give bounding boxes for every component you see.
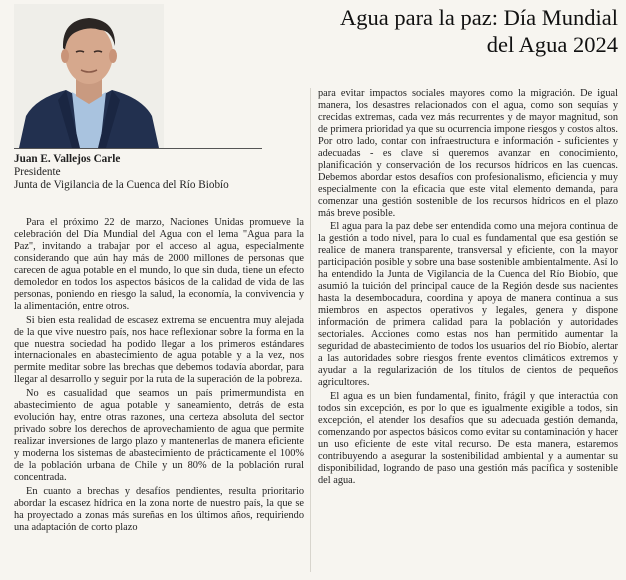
article-column-left [14, 217, 304, 534]
author-organization: Junta de Vigilancia de la Cuenca del Río Biobío [14, 179, 229, 191]
headline-line-2: del Agua 2024 [486, 32, 618, 57]
author-portrait-illustration [14, 4, 164, 148]
article-headline [300, 4, 618, 58]
article-paragraph: El agua es un bien fundamental, finito, frágil y que interactúa con todos sin excepción, es por lo que es igualmente exigible a todos, sin excepción, el atender los desafíos que su adecuada gestión demanda, comenzando por aspectos básicos como evitar su contaminación y hacer un uso eficiente de este vital recurso. De esta manera, estaremos contribuyendo a asegurar la sostenibilidad ambiental y a aumentar su disponibilidad, logrando de paso una gestión más pacífica y sostenible del agua. [318, 390, 618, 486]
article-paragraph: En cuanto a brechas y desafíos pendientes, resulta prioritario abordar la escasez hídrica en la zona norte de nuestro país, la que se ha proyectado a zonas más sureñas en los últimos años, requiriendo una adaptación de corto plazo [14, 485, 304, 533]
article-column-right [318, 88, 618, 486]
headline-line-1: Agua para la paz: Día Mundial [339, 5, 618, 30]
article-paragraph: para evitar impactos sociales mayores como la migración. De igual manera, los desastres relacionados con el agua, como son sequías y crecidas extremas, cada vez más recurrentes y de mayor magnitud, son de primera prioridad ya que su ocurrencia impone riesgos y costos altos. Por otro lado, contar con infraestructura e información - suficientes y adecuadas - es clave si queremos avanzar en conocimiento, planificación y conservación de los recursos hídricos en las cuencas. Debemos abordar estos desafíos con profesionalismo, eficiencia y muy especialmente con la eficacia que este vital elemento demanda, para comenzar una gestión sostenible de los recursos hídricos en el plazo más breve posible. [318, 88, 618, 219]
article-paragraph: No es casualidad que seamos un país primermundista en abastecimiento de agua potable y saneamiento, detrás de esta evolución hay, entre otras razones, una certeza absoluta del sector privado sobre los derechos de aprovechamiento de agua que permite realizar inversiones de largo plazo y mantenerlas de manera eficiente y moderna los sistemas de abastecimiento de prácticamente el 100% de la población urbana de Chile y un 80% de la población rural concentrada. [14, 388, 304, 484]
author-photo [14, 4, 164, 148]
byline-divider [14, 148, 262, 149]
author-role: Presidente [14, 166, 61, 178]
column-divider [310, 88, 311, 572]
article-paragraph: Para el próximo 22 de marzo, Naciones Unidas promueve la celebración del Día Mundial del Agua con el lema "Agua para la Paz", invitando a trabajar por el acceso al agua, especialmente considerando que aún hay más de 2000 millones de personas que carecen de agua potable en el mundo, lo que sin duda, tiene un efecto demoledor en todos los aspectos básicos de la calidad de vida de las personas, poniendo en riesgo la salud, la economía, la convivencia y la alimentación, entre otros. [14, 217, 304, 312]
article-paragraph: Si bien esta realidad de escasez extrema se encuentra muy alejada de la que vive nuestro país, nos hace reflexionar sobre la forma en la que nuestra sociedad ha podido llegar a los primeros estándares internacionales en abastecimiento de agua potable y a la vez, nos permite meditar sobre las brechas que debemos todavía abordar, para llegar al desarrollo y seguir por la ruta de la superación de la pobreza. [14, 314, 304, 386]
author-name: Juan E. Vallejos Carle [14, 153, 121, 165]
article-paragraph: El agua para la paz debe ser entendida como una mejora continua de la gestión a todo nivel, para lo cual es fundamental que esa gestión se realice de manera transparente, transversal y eficiente, con la mayor participación posible y sobre una base sostenible ambientalmente. Así lo ha entendido la Junta de Vigilancia de la Cuenca del Río Biobío, que asumió la tuición del principal cauce de la Región desde sus nacientes hasta la desembocadura, coordina y apoya de manera continua a sus miembros en aspectos operativos y legales, genera y dispone información de primera calidad para la población y autoridades sectoriales. Acciones como estas nos han permitido aumentar la seguridad de abastecimiento de todos los usuarios del río Biobío, alertar a las autoridades sobre riesgos frente eventos climáticos extremos y ayudar a la regularización de los títulos de cientos de pequeños agricultores. [318, 221, 618, 388]
author-byline [14, 153, 304, 192]
